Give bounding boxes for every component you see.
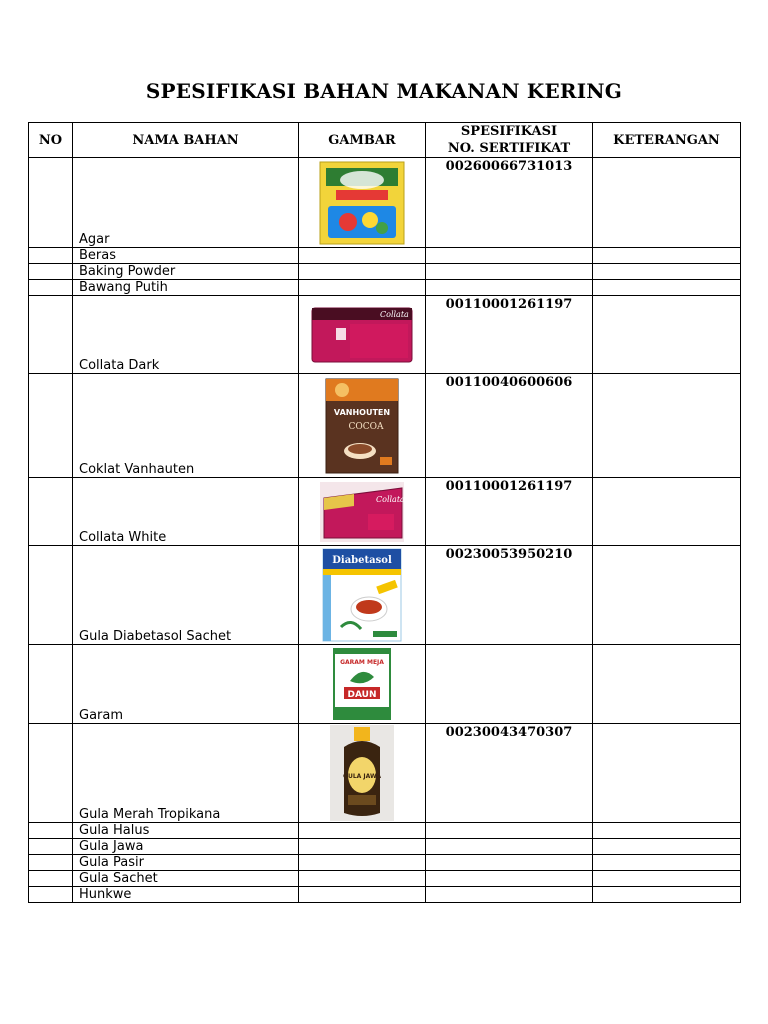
cell-gambar: [299, 280, 426, 296]
cell-sertifikat: [426, 855, 593, 871]
cell-keterangan: [593, 855, 741, 871]
table-row: [29, 478, 741, 546]
cell-sertifikat: [426, 887, 593, 903]
cell-gambar: [299, 158, 426, 248]
cell-gambar: [299, 724, 426, 823]
cell-nama-bahan: Garam: [73, 645, 299, 724]
cell-no: [29, 871, 73, 887]
cell-no: [29, 855, 73, 871]
collata-white-brand-label: Collata: [376, 494, 405, 504]
collata-white-pack-icon: [318, 480, 406, 544]
cell-sertifikat: 00230043470307: [426, 724, 593, 823]
cell-no: [29, 823, 73, 839]
table-row: [29, 839, 741, 855]
header-no: NO: [29, 123, 73, 158]
cell-nama-bahan: Gula Sachet: [73, 871, 299, 887]
table-row: [29, 823, 741, 839]
cell-gambar: [299, 823, 426, 839]
cell-nama-bahan: Bawang Putih: [73, 280, 299, 296]
cell-keterangan: [593, 158, 741, 248]
cell-sertifikat: [426, 280, 593, 296]
table-row: [29, 871, 741, 887]
cell-nama-bahan: Gula Pasir: [73, 855, 299, 871]
table-row: [29, 546, 741, 645]
cell-gambar: [299, 478, 426, 546]
cell-no: [29, 645, 73, 724]
cell-keterangan: [593, 374, 741, 478]
document-title: SPESIFIKASI BAHAN MAKANAN KERING: [145, 79, 623, 103]
cell-no: [29, 264, 73, 280]
cell-sertifikat: 00260066731013: [426, 158, 593, 248]
cell-sertifikat: [426, 264, 593, 280]
cell-no: [29, 478, 73, 546]
cell-gambar: [299, 248, 426, 264]
cell-gambar: [299, 887, 426, 903]
cell-sertifikat: 00110001261197: [426, 296, 593, 374]
table-row: [29, 887, 741, 903]
cell-no: [29, 158, 73, 248]
cell-no: [29, 546, 73, 645]
table-row: [29, 374, 741, 478]
cell-nama-bahan: Gula Merah Tropikana: [73, 724, 299, 823]
cell-keterangan: [593, 264, 741, 280]
cell-nama-bahan: Baking Powder: [73, 264, 299, 280]
table-row: [29, 280, 741, 296]
cell-no: [29, 839, 73, 855]
cell-nama-bahan: Coklat Vanhauten: [73, 374, 299, 478]
diabetasol-box-icon: [321, 547, 403, 643]
header-spesifikasi-line1: SPESIFIKASI: [460, 124, 558, 139]
cell-keterangan: [593, 724, 741, 823]
table-row: [29, 296, 741, 374]
cell-keterangan: [593, 248, 741, 264]
diabetasol-brand-label: Diabetasol: [332, 555, 392, 566]
cell-keterangan: [593, 645, 741, 724]
cell-keterangan: [593, 478, 741, 546]
gula-jawa-label: GULA JAWA: [343, 773, 381, 780]
cell-no: [29, 374, 73, 478]
cell-nama-bahan: Beras: [73, 248, 299, 264]
cell-gambar: [299, 546, 426, 645]
cell-nama-bahan: Gula Halus: [73, 823, 299, 839]
cell-no: [29, 724, 73, 823]
cell-nama-bahan: Hunkwe: [73, 887, 299, 903]
gula-jawa-bottle-icon: [330, 725, 394, 821]
cell-sertifikat: 00230053950210: [426, 546, 593, 645]
cell-gambar: [299, 645, 426, 724]
cell-sertifikat: [426, 871, 593, 887]
cell-no: [29, 248, 73, 264]
cell-nama-bahan: Collata Dark: [73, 296, 299, 374]
cell-no: [29, 280, 73, 296]
cell-keterangan: [593, 839, 741, 855]
header-gambar: GAMBAR: [299, 123, 426, 158]
cell-nama-bahan: Collata White: [73, 478, 299, 546]
cell-nama-bahan: Gula Diabetasol Sachet: [73, 546, 299, 645]
cell-sertifikat: 00110040600606: [426, 374, 593, 478]
cell-keterangan: [593, 296, 741, 374]
cell-keterangan: [593, 280, 741, 296]
garam-meja-label: GARAM MEJA: [340, 659, 384, 666]
cell-gambar: [299, 264, 426, 280]
specification-table: [28, 122, 741, 903]
cell-sertifikat: [426, 839, 593, 855]
cell-gambar: [299, 855, 426, 871]
vanhouten-cocoa-box-icon: [322, 377, 402, 475]
cell-keterangan: [593, 871, 741, 887]
cell-keterangan: [593, 887, 741, 903]
cell-gambar: [299, 296, 426, 374]
agar-package-icon: [318, 160, 406, 246]
collata-dark-brand-label: Collata: [380, 309, 409, 319]
header-nama-bahan: NAMA BAHAN: [73, 123, 299, 158]
header-keterangan: KETERANGAN: [593, 123, 741, 158]
table-row: [29, 264, 741, 280]
daun-brand-label: DAUN: [347, 690, 377, 700]
cell-no: [29, 887, 73, 903]
collata-dark-pack-icon: [310, 304, 414, 366]
cell-keterangan: [593, 546, 741, 645]
table-row: [29, 158, 741, 248]
table-row: [29, 248, 741, 264]
vanhouten-brand-label: VANHOUTEN: [333, 407, 391, 417]
header-spesifikasi: [426, 123, 593, 158]
cell-sertifikat: 00110001261197: [426, 478, 593, 546]
cell-no: [29, 296, 73, 374]
table-header-row: [29, 123, 741, 158]
cell-gambar: [299, 871, 426, 887]
cocoa-label: COCOA: [348, 421, 384, 432]
cell-sertifikat: [426, 645, 593, 724]
table-row: [29, 645, 741, 724]
garam-daun-pack-icon: [332, 647, 392, 721]
header-spesifikasi-line2: NO. SERTIFIKAT: [447, 141, 571, 156]
cell-gambar: [299, 839, 426, 855]
cell-nama-bahan: Agar: [73, 158, 299, 248]
table-row: [29, 724, 741, 823]
cell-keterangan: [593, 823, 741, 839]
cell-nama-bahan: Gula Jawa: [73, 839, 299, 855]
cell-sertifikat: [426, 248, 593, 264]
cell-gambar: [299, 374, 426, 478]
cell-sertifikat: [426, 823, 593, 839]
table-row: [29, 855, 741, 871]
